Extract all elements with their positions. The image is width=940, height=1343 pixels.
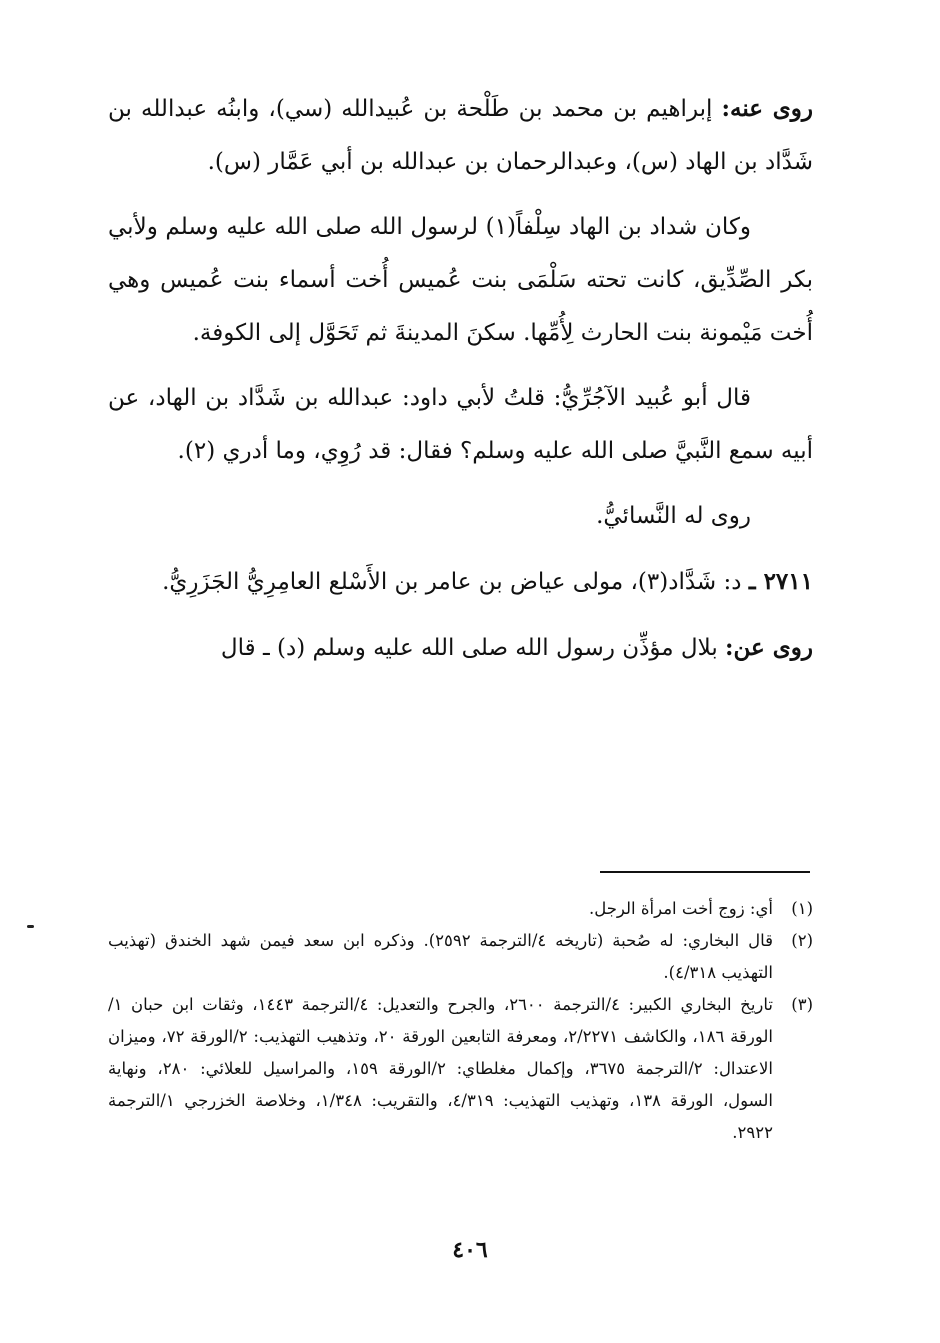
paragraph-text: وكان شداد بن الهاد سِلْفاً(١) لرسول الله صلى الله عليه وسلم ولأبي بكر الصِّدِّيق، كانت تحته سَلْمَى بنت عُميس أُخت أسماء بنت عُميس وهي أُخت مَيْمونة بنت الحارث لِأُمِّها. سكنَ المدينةَ ثم تَحَوَّل إلى الكوفة. (108, 214, 813, 346)
paragraph-narrators (108, 82, 813, 189)
page-number: ٤٠٦ (452, 1237, 488, 1263)
scan-speck (27, 925, 34, 928)
paragraph-text: روى له النَّسائيُّ. (596, 503, 751, 529)
footnote-2 (108, 925, 813, 989)
lead-label: روى عنه: (721, 95, 813, 122)
paragraph-nasai (108, 490, 813, 543)
footnote-number: (١) (791, 899, 813, 918)
lead-label: روى عن: (725, 634, 813, 661)
paragraph-ajurri-quote (108, 372, 813, 478)
paragraph-text: بلال مؤذِّن رسول الله صلى الله عليه وسلم (د) ـ قال (220, 635, 726, 661)
footnotes (108, 893, 813, 1149)
paragraph-text: قال أبو عُبيد الآجُرِّيُّ: قلتُ لأبي داود: عبدالله بن شَدَّاد بن الهاد، عن أبيه سمع النَّبيَّ صلى الله عليه وسلم؟ فقال: قد رُوِي، وما أدري (٢). (108, 385, 813, 464)
footnote-1 (108, 893, 813, 925)
paragraph-biography (108, 201, 813, 360)
footnote-text: تاريخ البخاري الكبير: ٤/الترجمة ٢٦٠٠، والجرح والتعديل: ٤/الترجمة ١٤٤٣، وثقات ابن حبان ١/الورقة ١٨٦، والكاشف ٢/٢٢٧١، ومعرفة التابعين الورقة ٢٠، وتذهيب التهذيب: ٢/الورقة ٧٢، وميزان الاعتدال: ٢/الترجمة ٣٦٧٥، وإكمال مغلطاي: ٢/الورقة ١٥٩، والمراسيل للعلائي: ٢٨٠، ونهاية السول، الورقة ١٣٨، وتهذيب التهذيب: ٤/٣١٩، والتقريب: ١/٣٤٨، وخلاصة الخزرجي ١/الترجمة ٢٩٢٢. (108, 995, 773, 1142)
entry-heading (108, 555, 813, 609)
footnote-number: (٢) (791, 931, 813, 950)
footnote-text: أي: زوج أخت امرأة الرجل. (588, 899, 773, 918)
entry-number: ٢٧١١ ـ (748, 568, 813, 595)
footnote-number: (٣) (791, 995, 813, 1014)
footnote-text: قال البخاري: له صُحبة (تاريخه ٤/الترجمة ٢٥٩٢). وذكره ابن سعد فيمن شهد الخندق (تهذيب التهذيب ٤/٣١٨). (108, 931, 774, 982)
paragraph-text: إبراهيم بن محمد بن طَلْحة بن عُبيدالله (سي)، وابنُه عبدالله بن شَدَّاد بن الهاد (س)، وعبدالرحمان بن عبدالله بن أبي عَمَّار (س). (108, 96, 813, 175)
footnote-3 (108, 989, 813, 1149)
footnote-separator (600, 871, 810, 873)
paragraph-narrated-from (108, 621, 813, 675)
main-text (108, 82, 813, 687)
entry-text: د: شَدَّاد(٣)، مولى عياض بن عامر بن الأَسْلع العامِرِيُّ الجَزَرِيُّ. (162, 569, 749, 595)
